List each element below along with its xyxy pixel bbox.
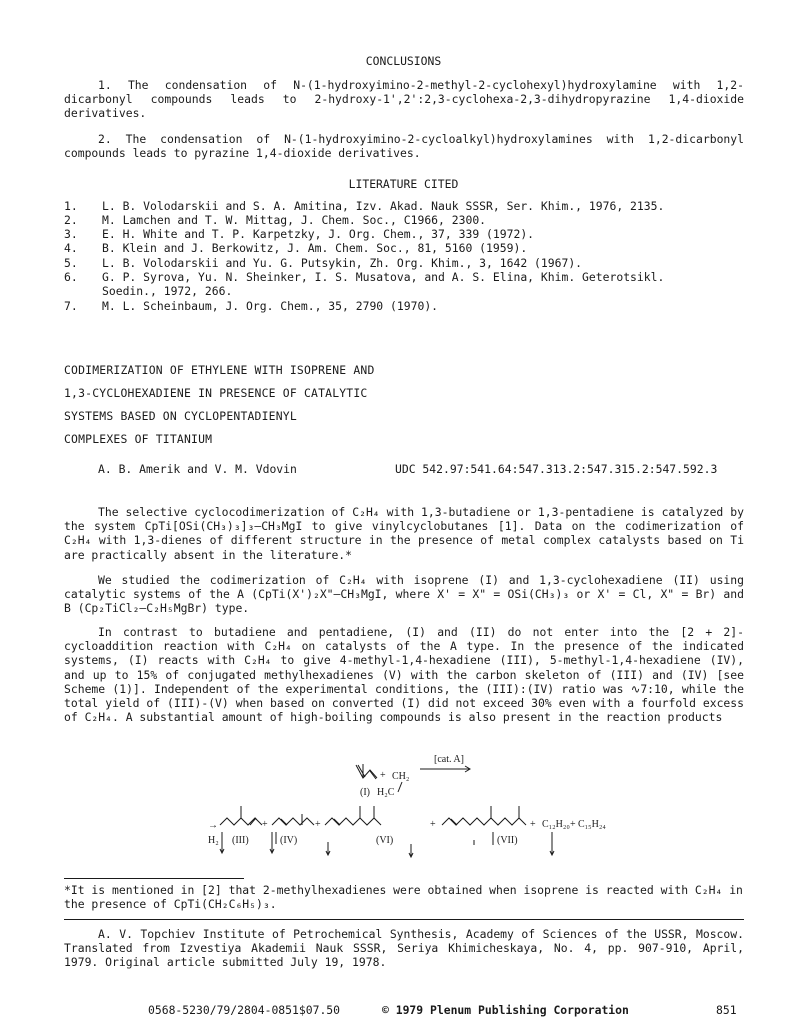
ch2-label: CH₂: [392, 771, 410, 782]
article-title-line: COMPLEXES OF TITANIUM: [64, 432, 213, 446]
reference-text: M. Lamchen and T. W. Mittag, J. Chem. Soc., C1966, 2300.: [102, 213, 487, 227]
affiliation-note: A. V. Topchiev Institute of Petrochemical Synthesis, Academy of Sciences of the USSR, Moscow. Translated from Izvestiya Akademii Nauk SSSR, Seriya Khimicheskaya, No. 4, pp. 907-910, April, 1979. Original article submitted July 19, 1978.: [64, 927, 744, 970]
article-title-line: CODIMERIZATION OF ETHYLENE WITH ISOPRENE AND: [64, 363, 375, 377]
article-authors: A. B. Amerik and V. M. Vdovin: [98, 462, 297, 476]
product-IV-structure: [272, 814, 314, 825]
body-paragraph: The selective cyclocodimerization of C₂H₄ with 1,3-butadiene or 1,3-pentadiene is catalyzed by the system CpTi[OSi(CH₃)₃]₃—CH₃MgI to give vinylcyclobutanes [1]. Data on the codimerization of C₂H₄ with 1,3-dienes of different structure in the presence of metal complex catalysts based on Ti are practically absent in the literature.*: [64, 505, 744, 562]
article-title-line: SYSTEMS BASED ON CYCLOPENTADIENYL: [64, 409, 297, 423]
footer-code: 0568-5230/79/2804-0851$07.50: [148, 1003, 341, 1017]
reference-text: L. B. Volodarskii and S. A. Amitina, Izv. Akad. Nauk SSSR, Ser. Khim., 1976, 2135.: [102, 199, 665, 213]
product-VI-structure: [325, 806, 381, 825]
plus-sign: +: [430, 819, 436, 830]
plus-sign: +: [262, 819, 268, 830]
label-III: (III): [232, 835, 249, 846]
reference-number: 7.: [64, 299, 78, 313]
footer-copyright: © 1979 Plenum Publishing Corporation: [382, 1003, 629, 1017]
page-number: 851: [716, 1003, 737, 1017]
reference-item: [64, 199, 754, 213]
affiliation-divider: [64, 919, 744, 920]
footnote: *It is mentioned in [2] that 2-methylhexadienes were obtained when isoprene is reacted with C₂H₄ in the presence of CpTi(CH₂C₆H₅)₃.: [64, 883, 743, 912]
c15h24-label: C₁₅H₂₄: [578, 819, 606, 830]
plus-sign: +: [315, 819, 321, 830]
reference-text: E. H. White and T. P. Karpetzky, J. Org. Chem., 37, 339 (1972).: [102, 227, 535, 241]
reference-number: 4.: [64, 241, 78, 255]
conclusions-heading: CONCLUSIONS: [365, 54, 442, 68]
label-I: (I): [360, 787, 370, 798]
product-VII-structure: [442, 806, 526, 825]
reference-text: B. Klein and J. Berkowitz, J. Am. Chem. Soc., 81, 5160 (1959).: [102, 241, 528, 255]
literature-heading: LITERATURE CITED: [348, 177, 459, 191]
isoprene-structure: [356, 764, 377, 779]
reference-number: 5.: [64, 256, 78, 270]
reference-number: 3.: [64, 227, 78, 241]
reference-item: [64, 256, 754, 270]
label-VII: (VII): [497, 835, 518, 846]
reference-text: G. P. Syrova, Yu. N. Sheinker, I. S. Musatova, and A. S. Elina, Khim. Geterotsikl. Soedin., 1972, 266.: [102, 270, 665, 299]
label-VI: (VI): [376, 835, 394, 846]
article-title-line: 1,3-CYCLOHEXADIENE IN PRESENCE OF CATALYTIC: [64, 386, 368, 400]
reference-item: [64, 227, 754, 241]
footnote-divider: [64, 878, 244, 879]
reference-item: [64, 241, 754, 255]
body-paragraph: In contrast to butadiene and pentadiene, (I) and (II) do not enter into the [2 + 2]-cycloaddition reaction with C₂H₄ on catalysts of the A type. In the presence of the indicated systems, (I) reacts with C₂H₄ to give 4-methyl-1,4-hexadiene (III), 5-methyl-1,4-hexadiene (IV), and up to 15% of conjugated methylhexadienes (V) with the carbon skeleton of (III) and (IV) [see Scheme (1)]. Independent of the experimental conditions, the (III):(IV) ratio was ∿7:10, while the total yield of (III)-(V) when based on converted (I) did not exceed 30% even with a fourfold excess of C₂H₄. A substantial amount of high-boiling compounds is also present in the reaction products: [64, 625, 744, 725]
body-paragraph: We studied the codimerization of C₂H₄ with isoprene (I) and 1,3-cyclohexadiene (II) using catalytic systems of the A (CpTi(X')₂X"—CH₃MgI, where X' = X" = OSi(CH₃)₃ or X' = Cl, X" = Br) and B (Cp₂TiCl₂—C₂H₅MgBr) type.: [64, 573, 744, 616]
reference-number: 6.: [64, 270, 78, 284]
h2c-label: H₂C: [377, 787, 395, 798]
reference-number: 2.: [64, 213, 78, 227]
c12h20-label: C₁₂H₂₀: [542, 819, 570, 830]
reference-item: [64, 270, 714, 298]
plus-sign: +: [530, 819, 536, 830]
reference-item: [64, 213, 754, 227]
conclusion-item-1: 1. The condensation of N-(1-hydroxyimino-2-methyl-2-cyclohexyl)hydroxylamine with 1,2-dicarbonyl compounds leads to 2-hydroxy-1',2':2,3-cyclohexa-2,3-dihydropyrazine 1,4-dioxide derivatives.: [64, 78, 744, 121]
h2-label: H₂: [208, 835, 219, 846]
product-III-structure: [220, 806, 262, 825]
reaction-scheme: [180, 752, 606, 860]
catalyst-label: [cat. A]: [434, 754, 464, 765]
plus-sign: +: [570, 819, 576, 830]
reference-item: [64, 299, 754, 313]
arrow-lead: →: [208, 820, 218, 831]
reference-number: 1.: [64, 199, 78, 213]
label-IV: (IV): [280, 835, 298, 846]
conclusion-item-2: 2. The condensation of N-(1-hydroxyimino-2-cycloalkyl)hydroxylamines with 1,2-dicarbonyl compounds leads to pyrazine 1,4-dioxide derivatives.: [64, 132, 744, 161]
reference-text: L. B. Volodarskii and Yu. G. Putsykin, Zh. Org. Khim., 3, 1642 (1967).: [102, 256, 583, 270]
plus-sign: +: [380, 770, 386, 781]
reference-text: M. L. Scheinbaum, J. Org. Chem., 35, 2790 (1970).: [102, 299, 439, 313]
udc-code: UDC 542.97:541.64:547.313.2:547.315.2:547.592.3: [395, 462, 718, 476]
